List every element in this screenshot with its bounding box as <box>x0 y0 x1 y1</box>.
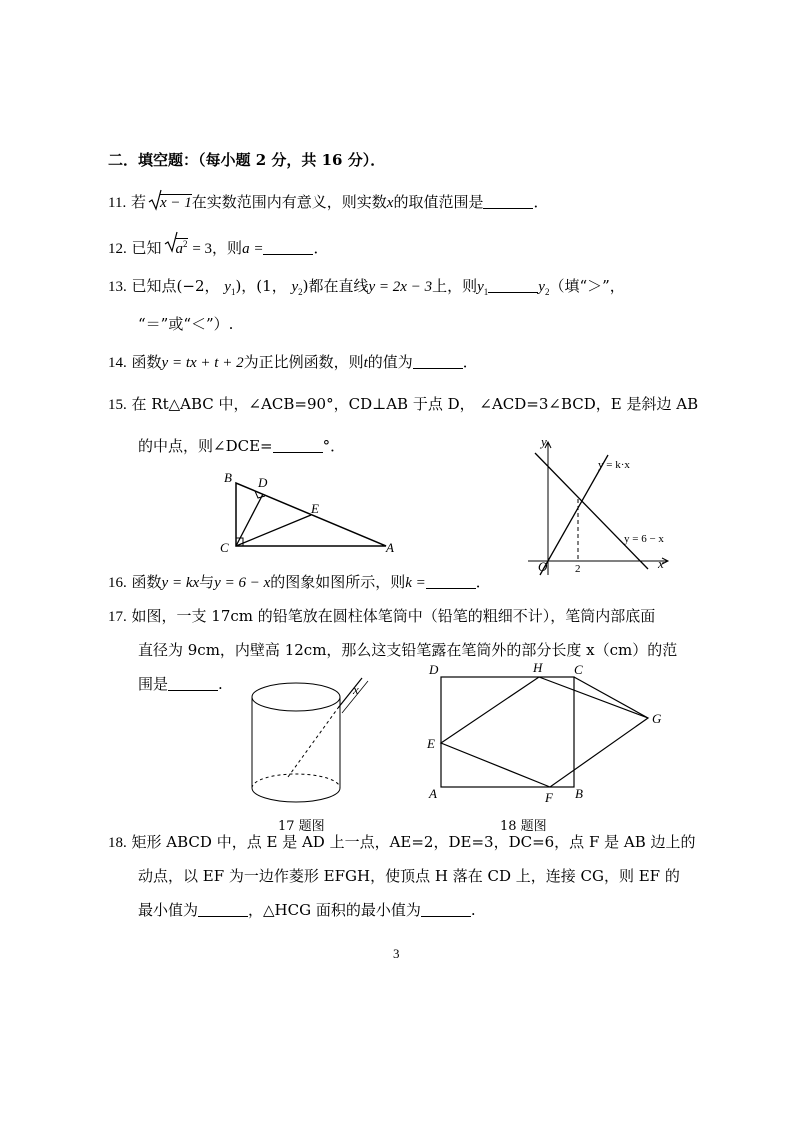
question-number: 16. <box>108 575 127 591</box>
question-number: 11. <box>108 195 127 211</box>
question-number: 15. <box>108 397 127 413</box>
question-11: 11. 若 x − 1在实数范围内有意义，则实数x的取值范围是 ． <box>108 192 549 213</box>
question-18-line3: 最小值为 ，△HCG 面积的最小值为 . <box>138 901 476 919</box>
line-6-minus-x-label: y = 6 − x <box>624 533 664 545</box>
label-c: C <box>574 662 583 677</box>
answer-blank[interactable] <box>426 574 476 589</box>
answer-blank[interactable] <box>198 902 248 917</box>
question-17-line3: 围是 . <box>138 675 223 693</box>
figure-18-caption: 18 题图 <box>500 819 547 834</box>
question-15: 15. 在 Rt△ABC 中，∠ACB=90°，CD⊥AB 于点 D， ∠ACD=3∠BCD，E 是斜边 AB <box>108 395 699 413</box>
answer-blank[interactable] <box>413 354 463 369</box>
question-number: 17. <box>108 609 127 625</box>
label-c: C <box>220 540 229 555</box>
answer-blank[interactable] <box>263 240 313 255</box>
question-number: 12. <box>108 241 127 257</box>
origin-label: O <box>538 559 548 574</box>
label-e: E <box>427 736 435 751</box>
label-d: D <box>429 662 439 677</box>
question-13: 13. 已知点(−2， $y_1$)，(1， $y_2$)都在直线y = 2x − 3上，则$y_1$ $y_2$（填“＞”， <box>108 277 625 297</box>
figure-18-rhombus <box>425 660 675 805</box>
label-a: A <box>386 540 394 555</box>
label-a: A <box>429 786 437 801</box>
sqrt-expression: $a^2$ <box>164 234 188 259</box>
label-h: H <box>533 660 543 675</box>
figure-15-triangle <box>220 470 420 560</box>
question-number: 14. <box>108 355 127 371</box>
question-14: 14. 函数y = tx + t + 2为正比例函数，则t的值为 ． <box>108 353 478 371</box>
x-axis-label: x <box>658 556 664 571</box>
question-17-line2: 直径为 9cm，内壁高 12cm，那么这支铅笔露在笔筒外的部分长度 x（cm）的范 <box>138 641 678 659</box>
y-axis-label: y <box>541 435 547 449</box>
sqrt-expression: x − 1 <box>148 192 192 213</box>
answer-blank[interactable] <box>488 278 538 293</box>
label-b: B <box>224 470 232 485</box>
label-f: F <box>545 790 553 805</box>
label-b: B <box>575 786 583 801</box>
question-number: 18. <box>108 835 127 851</box>
answer-blank[interactable] <box>168 676 218 691</box>
question-number: 13. <box>108 279 127 295</box>
answer-blank[interactable] <box>421 902 471 917</box>
figure-17-caption: 17 题图 <box>278 819 325 834</box>
section-title: 二．填空题：（每小题 2 分，共 16 分）． <box>108 151 386 169</box>
label-g: G <box>652 711 662 726</box>
page-number: 3 <box>393 946 400 961</box>
label-e: E <box>311 501 319 516</box>
question-13-line2: “＝”或“＜”）. <box>138 315 234 333</box>
label-d: D <box>258 475 268 490</box>
answer-blank[interactable] <box>483 194 533 209</box>
figure-17-cylinder <box>250 670 380 810</box>
line-kx-label: y = k·x <box>598 459 630 471</box>
tick-2-label: 2 <box>575 563 581 575</box>
question-12: 12. 已知 $a^2 = 3$，则a = ． <box>108 234 328 259</box>
question-16: 16. 函数y = kx与y = 6 − x的图象如图所示，则k = ． <box>108 573 491 591</box>
figure-16-graph <box>528 435 678 580</box>
question-15-line2: 的中点，则∠DCE= °． <box>138 437 346 455</box>
x-label: x <box>353 682 359 697</box>
answer-blank[interactable] <box>273 438 323 453</box>
question-18: 18. 矩形 ABCD 中，点 E 是 AD 上一点，AE=2，DE=3，DC=6，点 F 是 AB 边上的 <box>108 833 696 851</box>
question-18-line2: 动点，以 EF 为一边作菱形 EFGH，使顶点 H 落在 CD 上，连接 CG，则 EF 的 <box>138 867 680 885</box>
question-17: 17. 如图，一支 17cm 的铅笔放在圆柱体笔筒中（铅笔的粗细不计），笔筒内部底面 <box>108 607 656 625</box>
